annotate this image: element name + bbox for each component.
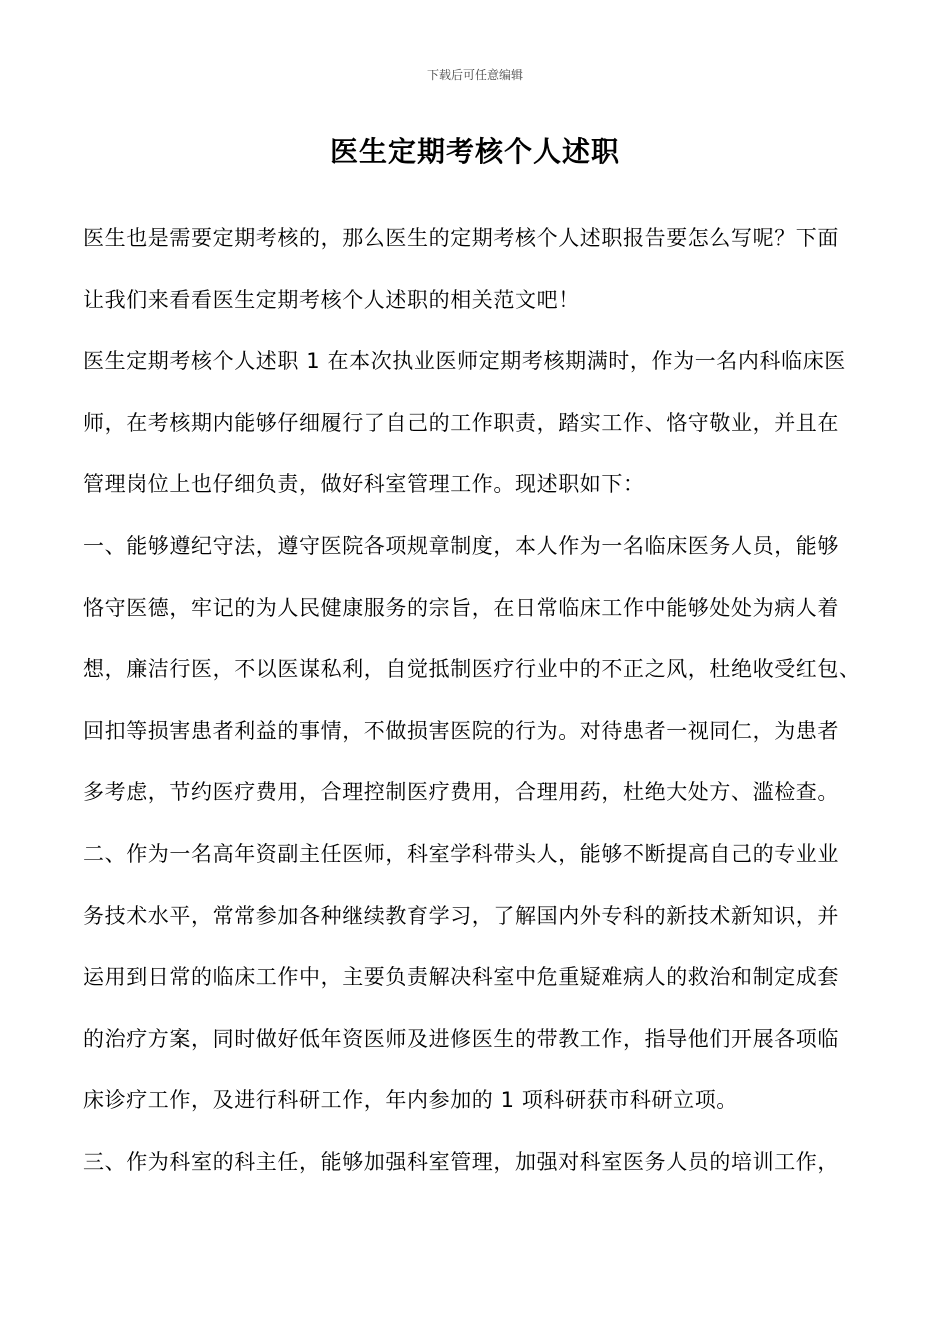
document-title: 医生定期考核个人述职 [329, 135, 620, 168]
text-line: 一、能够遵纪守法，遵守医院各项规章制度，本人作为一名临床医务人员，能够 [83, 533, 839, 558]
text-line: 床诊疗工作，及进行科研工作，年内参加的 1 项科研获市科研立项。 [83, 1088, 738, 1113]
text-line: 三、作为科室的科主任，能够加强科室管理，加强对科室医务人员的培训工作， [83, 1149, 839, 1174]
text-line: 让我们来看看医生定期考核个人述职的相关范文吧！ [83, 287, 580, 312]
header-note: 下载后可任意编辑 [426, 68, 523, 82]
text-line: 务技术水平，常常参加各种继续教育学习，了解国内外专科的新技术新知识，并 [83, 903, 839, 928]
text-line: 运用到日常的临床工作中，主要负责解决科室中危重疑难病人的救治和制定成套 [83, 965, 839, 990]
text-line: 医生也是需要定期考核的，那么医生的定期考核个人述职报告要怎么写呢？下面 [83, 226, 839, 250]
text-line: 管理岗位上也仔细负责，做好科室管理工作。现述职如下： [83, 472, 645, 497]
text-line: 想，廉洁行医，不以医谋私利，自觉抵制医疗行业中的不正之风，杜绝收受红包、 [83, 657, 861, 682]
body-text [83, 216, 873, 1202]
text-line: 的治疗方案，同时做好低年资医师及进修医生的带教工作，指导他们开展各项临 [83, 1026, 839, 1051]
text-line: 二、作为一名高年资副主任医师，科室学科带头人，能够不断提高自己的专业业 [83, 841, 839, 866]
text-line: 师，在考核期内能够仔细履行了自己的工作职责，踏实工作、恪守敬业，并且在 [83, 410, 839, 435]
text-line: 多考虑，节约医疗费用，合理控制医疗费用，合理用药，杜绝大处方、滥检查。 [83, 780, 839, 805]
text-line: 回扣等损害患者利益的事情，不做损害医院的行为。对待患者一视同仁，为患者 [83, 718, 839, 743]
text-line: 医生定期考核个人述职 1 在本次执业医师定期考核期满时，作为一名内科临床医 [83, 349, 846, 374]
text-line: 恪守医德，牢记的为人民健康服务的宗旨，在日常临床工作中能够处处为病人着 [83, 595, 839, 620]
